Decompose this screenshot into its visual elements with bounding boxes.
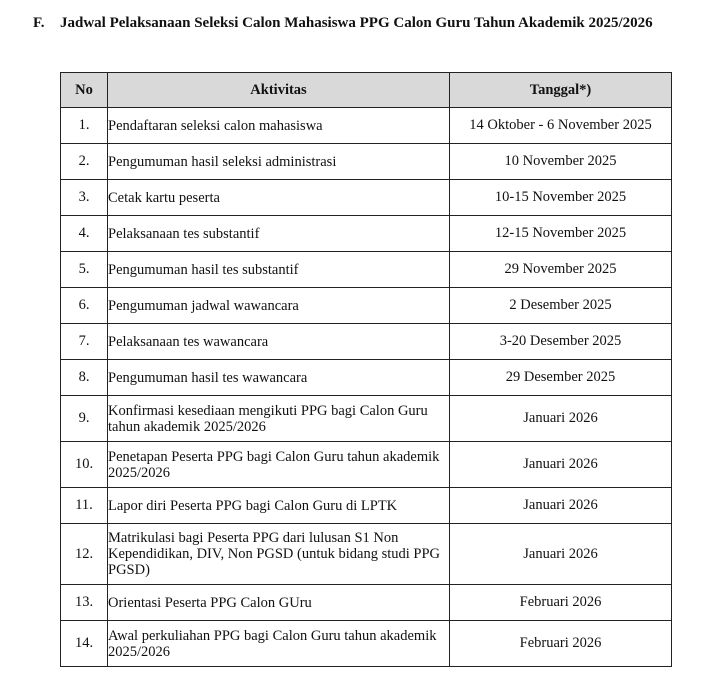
- table-row: [61, 144, 672, 180]
- row-no: 6.: [61, 288, 108, 324]
- row-no: 13.: [61, 585, 108, 621]
- row-activity: Pengumuman hasil tes wawancara: [108, 360, 450, 396]
- row-date: 29 November 2025: [450, 252, 672, 288]
- table-row: [61, 585, 672, 621]
- table-row: [61, 360, 672, 396]
- row-date: Januari 2026: [450, 524, 672, 585]
- table-row: [61, 442, 672, 488]
- row-date: 2 Desember 2025: [450, 288, 672, 324]
- row-no: 7.: [61, 324, 108, 360]
- row-activity: Pengumuman hasil tes substantif: [108, 252, 450, 288]
- row-no: 8.: [61, 360, 108, 396]
- row-activity: Pelaksanaan tes wawancara: [108, 324, 450, 360]
- table-row: [61, 396, 672, 442]
- row-no: 10.: [61, 442, 108, 488]
- row-no: 4.: [61, 216, 108, 252]
- section-title: Jadwal Pelaksanaan Seleksi Calon Mahasiswa PPG Calon Guru Tahun Akademik 2025/2026: [60, 15, 653, 31]
- row-date: Januari 2026: [450, 488, 672, 524]
- table-row: [61, 488, 672, 524]
- header-activity: Aktivitas: [108, 73, 450, 108]
- row-date: 14 Oktober - 6 November 2025: [450, 108, 672, 144]
- row-no: 5.: [61, 252, 108, 288]
- row-date: 12-15 November 2025: [450, 216, 672, 252]
- row-date: Januari 2026: [450, 396, 672, 442]
- section-letter: F.: [33, 15, 45, 31]
- row-activity: Penetapan Peserta PPG bagi Calon Guru tahun akademik 2025/2026: [108, 442, 450, 488]
- row-activity: Matrikulasi bagi Peserta PPG dari lulusan S1 Non Kependidikan, DIV, Non PGSD (untuk bidang studi PPG PGSD): [108, 524, 450, 585]
- table-row: [61, 288, 672, 324]
- row-activity: Orientasi Peserta PPG Calon GUru: [108, 585, 450, 621]
- row-date: Februari 2026: [450, 585, 672, 621]
- table-header-row: [61, 73, 672, 108]
- header-date: Tanggal*): [450, 73, 672, 108]
- row-no: 2.: [61, 144, 108, 180]
- row-date: 10 November 2025: [450, 144, 672, 180]
- row-date: 10-15 November 2025: [450, 180, 672, 216]
- row-activity: Awal perkuliahan PPG bagi Calon Guru tahun akademik 2025/2026: [108, 621, 450, 667]
- table-row: [61, 621, 672, 667]
- row-date: Januari 2026: [450, 442, 672, 488]
- row-no: 3.: [61, 180, 108, 216]
- header-no: No: [61, 73, 108, 108]
- row-no: 11.: [61, 488, 108, 524]
- schedule-table: [60, 72, 672, 667]
- row-activity: Pengumuman jadwal wawancara: [108, 288, 450, 324]
- row-activity: Lapor diri Peserta PPG bagi Calon Guru di LPTK: [108, 488, 450, 524]
- table-row: [61, 180, 672, 216]
- row-date: 3-20 Desember 2025: [450, 324, 672, 360]
- row-no: 9.: [61, 396, 108, 442]
- table-row: [61, 324, 672, 360]
- row-activity: Cetak kartu peserta: [108, 180, 450, 216]
- table-row: [61, 524, 672, 585]
- row-activity: Pendaftaran seleksi calon mahasiswa: [108, 108, 450, 144]
- row-activity: Pengumuman hasil seleksi administrasi: [108, 144, 450, 180]
- row-no: 14.: [61, 621, 108, 667]
- row-date: 29 Desember 2025: [450, 360, 672, 396]
- row-date: Februari 2026: [450, 621, 672, 667]
- row-no: 1.: [61, 108, 108, 144]
- table-row: [61, 216, 672, 252]
- table-row: [61, 252, 672, 288]
- row-no: 12.: [61, 524, 108, 585]
- row-activity: Konfirmasi kesediaan mengikuti PPG bagi Calon Guru tahun akademik 2025/2026: [108, 396, 450, 442]
- row-activity: Pelaksanaan tes substantif: [108, 216, 450, 252]
- table-row: [61, 108, 672, 144]
